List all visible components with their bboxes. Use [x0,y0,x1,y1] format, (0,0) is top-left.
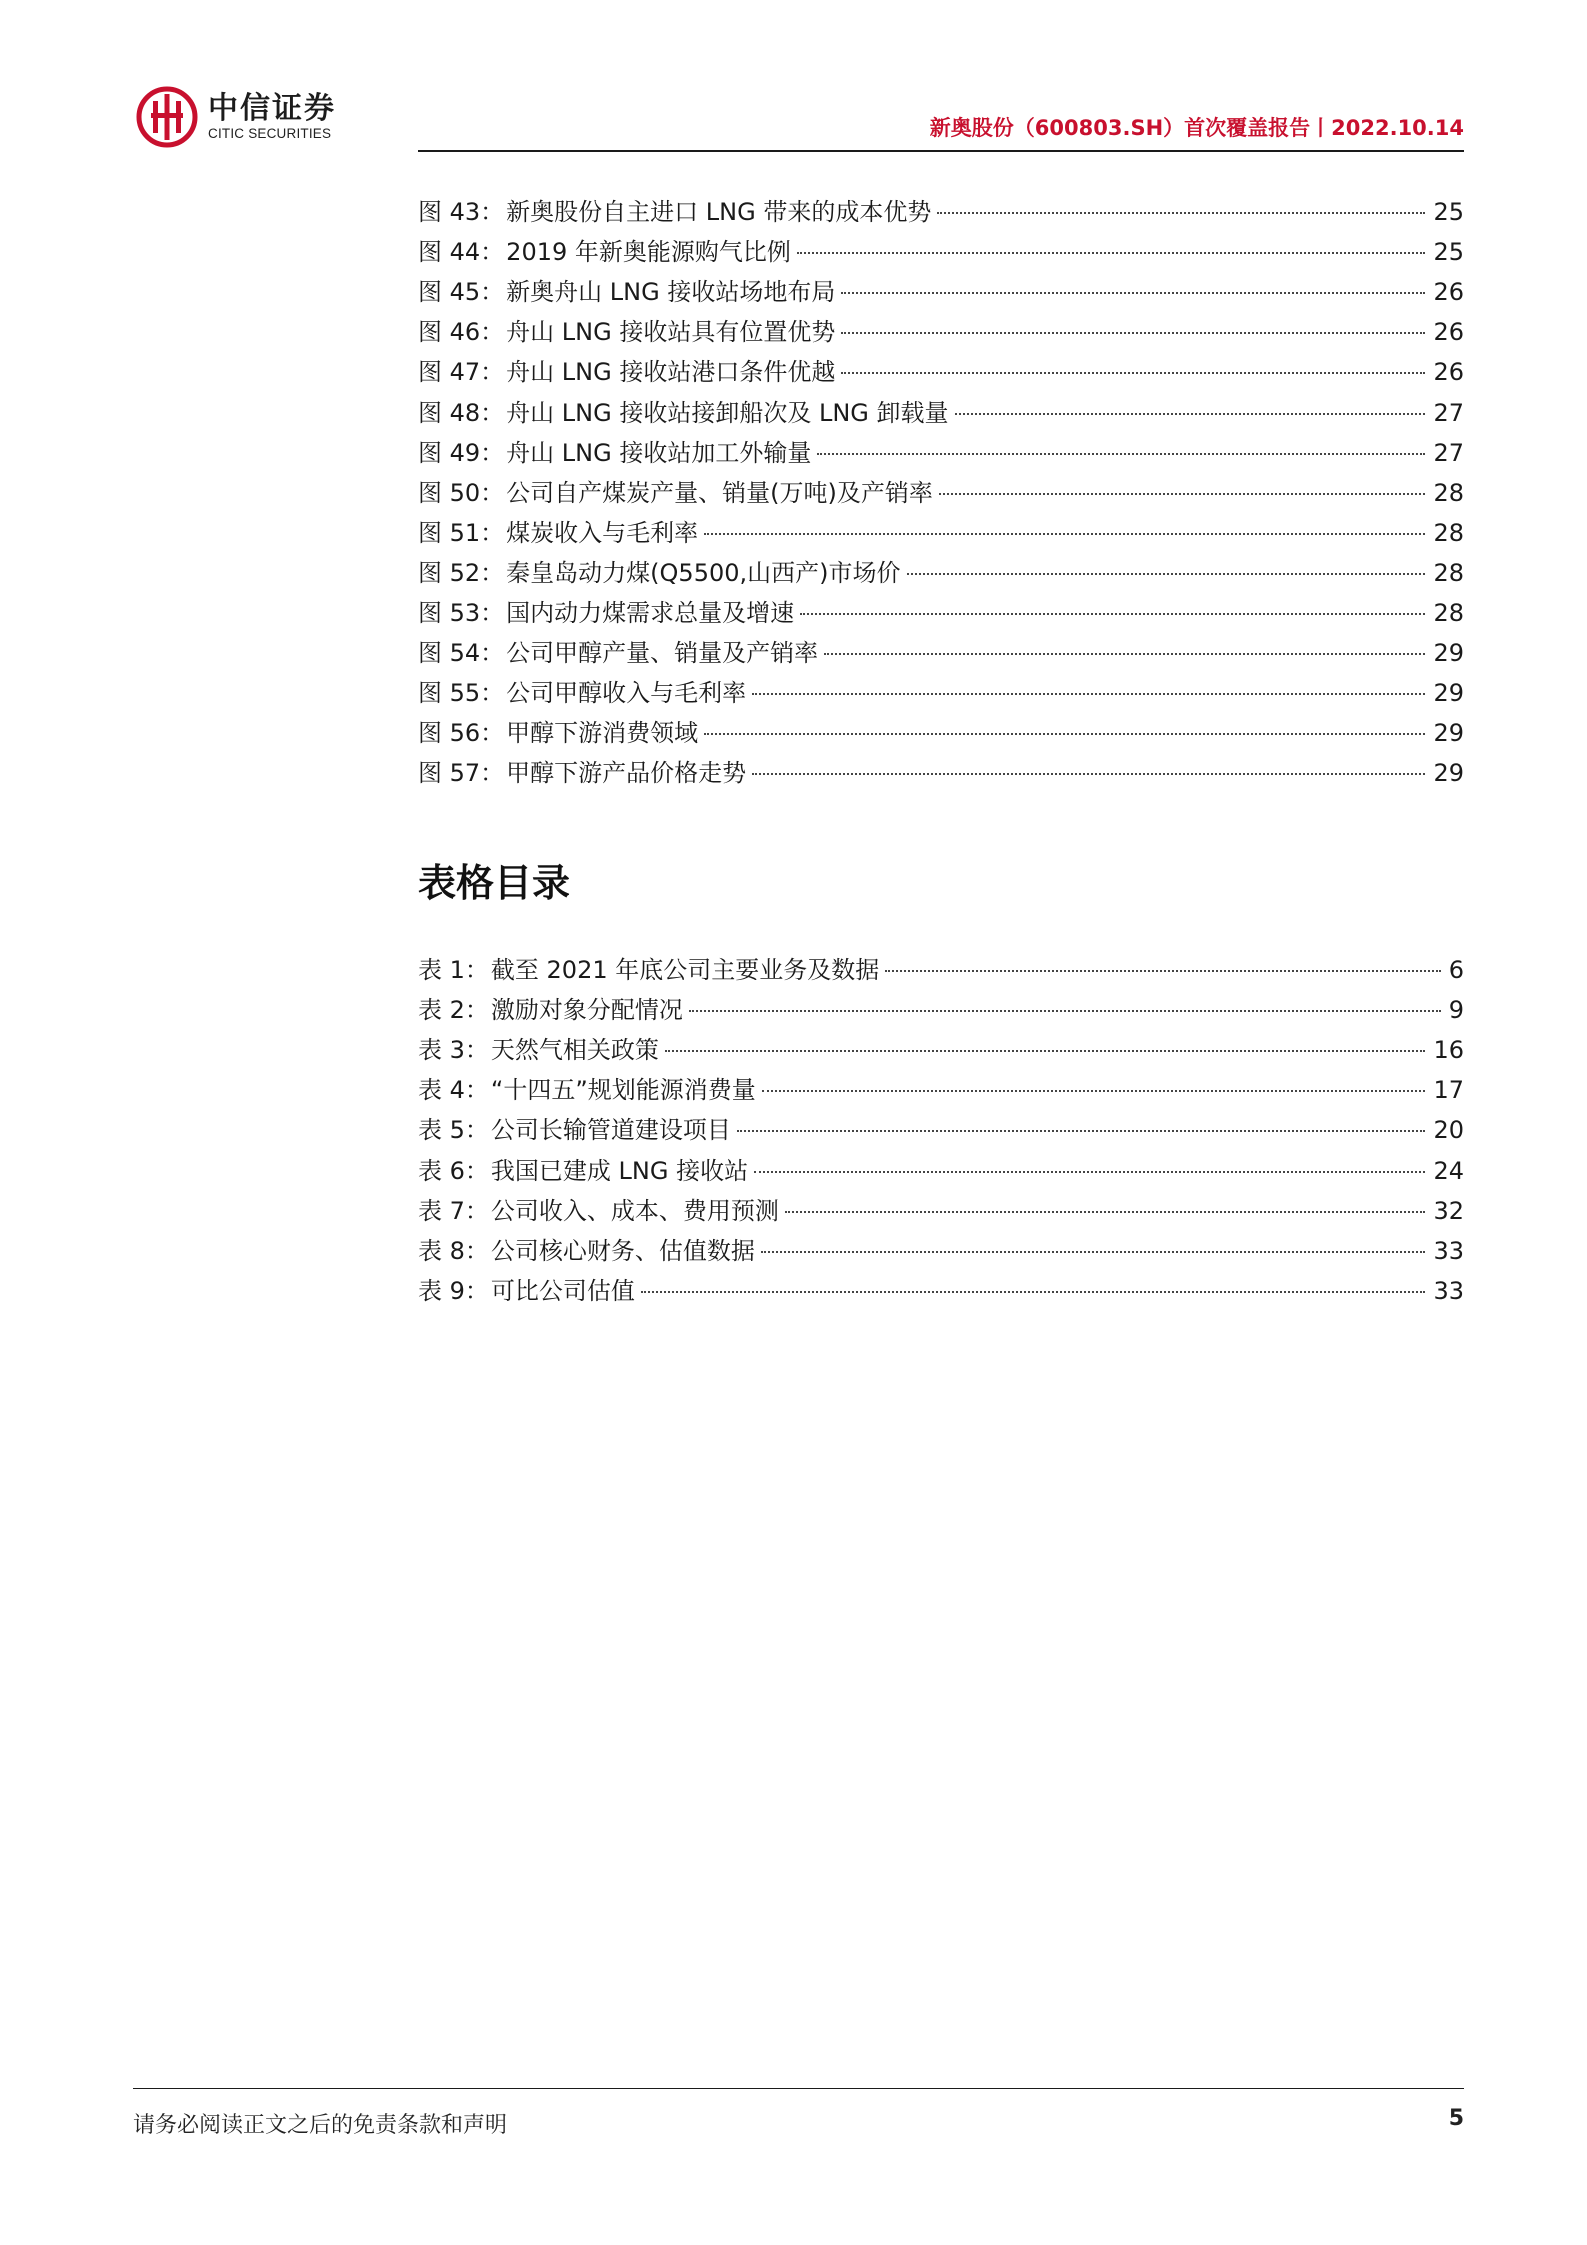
toc-dot-leader [800,613,1425,615]
toc-dot-leader [939,493,1426,495]
toc-entry-page: 25 [1433,198,1464,226]
toc-dot-leader [817,453,1425,455]
table-list-item[interactable] [418,1032,1464,1068]
logo-english-name: CITIC SECURITIES [208,126,332,141]
toc-entry-title: 舟山 LNG 接收站港口条件优越 [506,358,836,387]
toc-entry-page: 29 [1433,639,1464,668]
toc-entry-title: 舟山 LNG 接收站加工外输量 [506,438,812,467]
toc-entry-page: 29 [1433,759,1464,788]
toc-entry-page: 28 [1433,478,1464,507]
figure-list-item[interactable] [418,234,1464,270]
toc-entry-page: 24 [1433,1156,1464,1185]
toc-entry-title: 可比公司估值 [490,1276,635,1305]
figure-list-item[interactable] [418,194,1464,230]
toc-entry-title: 舟山 LNG 接收站具有位置优势 [506,318,836,347]
report-title: 新奥股份（600803.SH）首次覆盖报告丨2022.10.14 [929,116,1464,140]
toc-entry-page: 33 [1433,1236,1464,1265]
toc-entry-label: 图 46： [418,318,505,347]
toc-entry-title: 公司自产煤炭产量、销量(万吨)及产销率 [506,478,933,507]
toc-entry-label: 图 47： [418,358,505,387]
toc-entry-title: 我国已建成 LNG 接收站 [490,1156,749,1185]
toc-dot-leader [797,252,1426,254]
toc-entry-page: 26 [1433,318,1464,347]
toc-entry-title: 公司核心财务、估值数据 [490,1236,755,1265]
toc-entry-page: 6 [1448,956,1464,984]
toc-entry-label: 图 49： [418,438,505,467]
figure-list-item[interactable] [418,395,1464,431]
table-list-item[interactable] [418,1072,1464,1108]
figure-list-item[interactable] [418,354,1464,390]
figure-list-item[interactable] [418,435,1464,471]
toc-entry-page: 32 [1433,1196,1464,1225]
toc-entry-title: 甲醇下游产品价格走势 [506,759,747,788]
toc-entry-label: 图 52： [418,558,505,587]
toc-entry-label: 图 43： [418,198,505,226]
table-list-item[interactable] [418,952,1464,988]
toc-dot-leader [841,292,1425,294]
toc-dot-leader [754,1171,1425,1173]
page-number: 5 [1448,2106,1464,2131]
toc-entry-label: 表 5： [418,1116,489,1145]
toc-dot-leader [752,693,1425,695]
toc-entry-title: 公司甲醇收入与毛利率 [506,679,747,708]
table-list-item[interactable] [418,1233,1464,1269]
toc-entry-title: 煤炭收入与毛利率 [506,518,699,547]
toc-entry-title: 天然气相关政策 [490,1036,659,1065]
citic-logo-icon [136,86,198,148]
figure-list-item[interactable] [418,475,1464,511]
toc-entry-page: 25 [1433,238,1464,267]
toc-entry-page: 9 [1448,996,1464,1025]
toc-dot-leader [841,332,1425,334]
toc-dot-leader [762,1090,1426,1092]
toc-entry-label: 图 54： [418,639,505,668]
toc-entry-page: 27 [1433,398,1464,427]
toc-entry-title: 舟山 LNG 接收站接卸船次及 LNG 卸载量 [506,398,949,427]
figure-list-item[interactable] [418,515,1464,551]
figure-list-item[interactable] [418,715,1464,751]
toc-entry-label: 图 44： [418,238,505,267]
toc-entry-label: 表 2： [418,996,489,1025]
toc-entry-label: 图 55： [418,679,505,708]
toc-entry-title: 国内动力煤需求总量及增速 [506,599,795,627]
table-list-item[interactable] [418,1112,1464,1148]
toc-dot-leader [665,1050,1426,1052]
figure-list-item[interactable] [418,555,1464,591]
toc-dot-leader [704,533,1425,535]
toc-entry-page: 20 [1433,1116,1464,1145]
toc-entry-label: 表 7： [418,1196,489,1225]
citic-securities-logo [136,82,336,152]
toc-dot-leader [761,1251,1426,1253]
table-list-item[interactable] [418,1153,1464,1189]
footer-divider [133,2088,1464,2089]
toc-dot-leader [785,1211,1426,1213]
toc-entry-page: 17 [1433,1076,1464,1105]
toc-dot-leader [641,1291,1426,1293]
toc-entry-page: 28 [1433,558,1464,587]
toc-entry-label: 图 56： [418,719,505,748]
toc-entry-label: 图 45： [418,278,505,307]
toc-dot-leader [937,212,1425,214]
toc-entry-page: 26 [1433,358,1464,387]
toc-entry-label: 表 6： [418,1156,489,1185]
toc-entry-title: 截至 2021 年底公司主要业务及数据 [490,956,880,984]
toc-entry-page: 29 [1433,679,1464,708]
figure-list-item[interactable] [418,595,1464,631]
toc-entry-page: 29 [1433,719,1464,748]
figure-list-item[interactable] [418,755,1464,791]
toc-entry-label: 图 57： [418,759,505,788]
toc-entry-title: 公司长输管道建设项目 [490,1116,731,1145]
toc-entry-label: 表 9： [418,1276,489,1305]
figure-list-item[interactable] [418,675,1464,711]
toc-entry-label: 表 8： [418,1236,489,1265]
table-list-item[interactable] [418,1193,1464,1229]
toc-dot-leader [907,573,1426,575]
header-divider [418,150,1464,152]
table-list-item[interactable] [418,1273,1464,1309]
toc-entry-title: 公司收入、成本、费用预测 [490,1196,779,1225]
toc-entry-title: 新奥舟山 LNG 接收站场地布局 [506,278,836,307]
toc-entry-page: 28 [1433,599,1464,627]
figure-list-item[interactable] [418,635,1464,671]
toc-entry-page: 26 [1433,278,1464,307]
toc-entry-page: 33 [1433,1276,1464,1305]
figure-list-item[interactable] [418,314,1464,350]
footer-disclaimer: 请务必阅读正文之后的免责条款和声明 [133,2113,508,2138]
toc-entry-title: 2019 年新奥能源购气比例 [506,238,791,267]
figure-list-item[interactable] [418,274,1464,310]
toc-dot-leader [841,372,1425,374]
toc-dot-leader [689,1010,1441,1012]
toc-entry-title: 秦皇岛动力煤(Q5500,山西产)市场价 [506,558,901,587]
toc-dot-leader [737,1130,1426,1132]
toc-entry-label: 图 53： [418,599,505,627]
toc-entry-label: 图 50： [418,478,505,507]
toc-dot-leader [955,413,1426,415]
toc-entry-page: 27 [1433,438,1464,467]
toc-entry-label: 表 1： [418,956,489,984]
toc-entry-title: “十四五”规划能源消费量 [490,1076,756,1105]
toc-entry-label: 表 4： [418,1076,489,1105]
toc-entry-title: 公司甲醇产量、销量及产销率 [506,639,819,668]
toc-entry-label: 图 51： [418,518,505,547]
toc-dot-leader [704,733,1425,735]
toc-dot-leader [885,970,1440,972]
toc-dot-leader [824,653,1425,655]
toc-entry-title: 激励对象分配情况 [490,996,683,1025]
toc-entry-title: 甲醇下游消费领域 [506,719,699,748]
logo-chinese-name: 中信证券 [208,91,336,126]
toc-dot-leader [752,773,1425,775]
table-list-item[interactable] [418,992,1464,1028]
toc-entry-label: 图 48： [418,398,505,427]
tables-section-title: 表格目录 [418,861,571,905]
toc-entry-title: 新奥股份自主进口 LNG 带来的成本优势 [506,198,932,226]
toc-entry-page: 28 [1433,518,1464,547]
toc-entry-page: 16 [1433,1036,1464,1065]
toc-entry-label: 表 3： [418,1036,489,1065]
